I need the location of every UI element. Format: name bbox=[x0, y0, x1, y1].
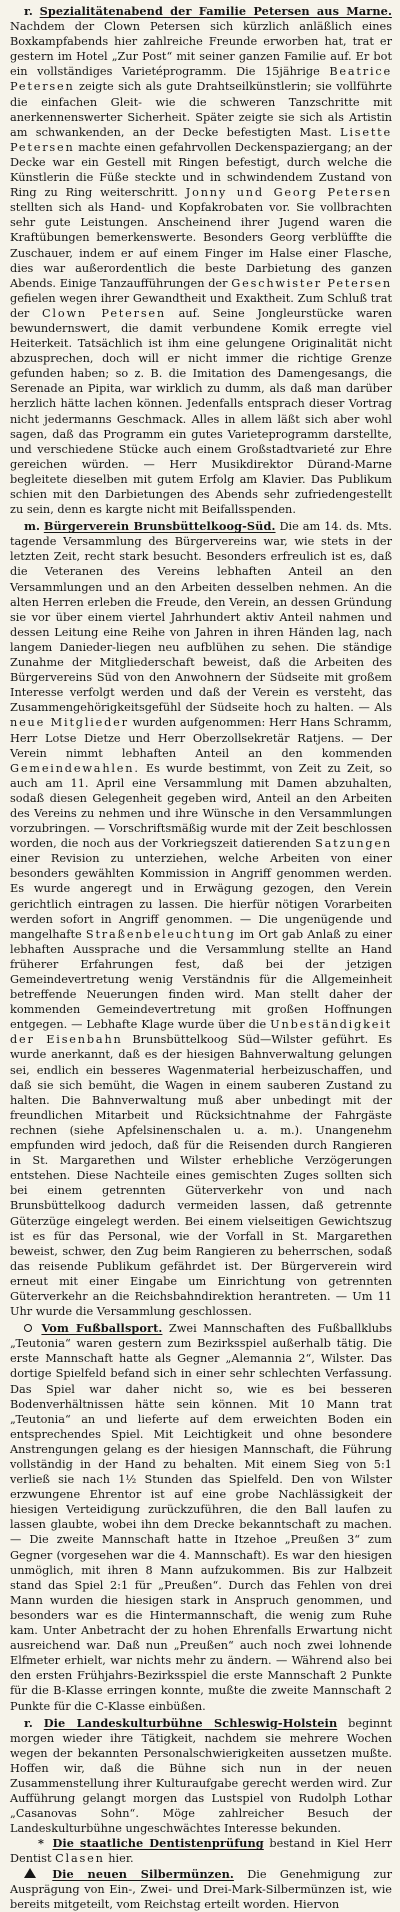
article-text: gefielen wegen ihrer Gewandtheit und Exaktheit. Zum Schluß trat der bbox=[10, 291, 392, 320]
article-text: einer Revision zu unterziehen, welche Arbeiten von einer besonders gewählten Kommission in Angriff genommen werden. Es wurde angeregt und in Erwägung gezogen, den Verein gerichtlich eintragen zu lassen. Die hierfür nötigen Vorarbeiten werden sofort in Angriff genommen. — Die ungenügende und mangelhafte bbox=[10, 852, 392, 941]
spaced-phrase: neue Mitglieder bbox=[10, 716, 129, 730]
article-text: stellten sich als Hand- und Kopfakrobaten vor. Sie vollbrachten sehr gute Leistungen. Anscheinend ihrer Jugend waren die Kraftübungen bemerkenswerte. Besonders Georg verblüffte die Zuschauer, indem er auf einem Finger im Halse einer Flasche, dies war außerordentlich die beste Darbietung des ganzen Abends. Einige Tanzaufführungen der bbox=[10, 201, 392, 290]
article-headline: Die Landeskulturbühne Schleswig-Holstein bbox=[43, 1715, 338, 1730]
article-headline: Spezialitätenabend der Familie Petersen aus Marne. bbox=[39, 4, 392, 18]
article-silbermuenzen bbox=[10, 1867, 392, 1912]
article-text: wurden aufgenommen: Herr Hans Schramm, Herr Lotse Dietze und Herr Oberzollsekretär Ratjens. — Der Verein nimmt lebhaften Anteil an den kommenden bbox=[10, 716, 392, 760]
article-text: Die am 14. ds. Mts. tagende Versammlung des Bürgervereins war, wie stets in der letzten Zeit, recht stark besucht. Besonders erfreulich ist es, daß die Veteranen des Vereins lebhaften Anteil an den Versammlungen und an den Arbeiten desselben nehmen. An die alten Herren erleben die Freude, den Verein, an dessen Gründung sie vor über einem viertel Jahrhundert aktiv Anteil nahmen und dessen Leitung eine Reihe von Jahren in ihren Händen lag, nach langem Danieder-liegen neu aufblühen zu sehen. Die ständige Zunahme der Mitgliederschaft beweist, daß die Arbeiten des Bürgervereins Süd von den Anwohnern der Südseite mit großem Interesse verfolgt werden und daß der Verein es versteht, das Zusammengehörigkeitsgefühl der Südseite hoch zu halten. — Als bbox=[10, 520, 393, 715]
article-headline: Bürgerverein Brunsbüttelkoog-Süd. bbox=[43, 519, 276, 534]
article-kicker: m. bbox=[24, 519, 40, 534]
performer-name: Geschwister Petersen bbox=[231, 276, 392, 290]
article-text: Brunsbüttelkoog Süd—Wilster geführt. Es wurde anerkannt, daß es der hiesigen Bahnverwaltung gelungen sei, endlich ein besseres Wagenmaterial herbeizuschaffen, und daß sie sich bemüht, die Wagen in einem sauberen Zustand zu halten. Die Bahnverwaltung muß aber unbedingt mit der freundlichen Mitarbeit und Rücksichtnahme der Fahrgäste rechnen (siehe Apfelsinenschalen u. a. m.). Unangenehm empfunden wird jedoch, daß für die Reisenden durch Rangieren in St. Margarethen und Wilster erhebliche Verzögerungen entstehen. Diese Nachteile eines gemischten Zuges sollten sich bei einem getrennten Güterverkehr von und nach Brunsbüttelkoog dadurch vermeiden lassen, daß getrennte Güterzüge eingelegt werden. Bei einem vielseitigen Gewichtszug ist es für das Personal, wie der Vorfall in St. Margarethen beweist, schwer, den Zug beim Rangieren zu beherrschen, sodaß das reisende Publikum gefährdet ist. Der Bürgerverein wird erneut mit einer Eingabe um Einrichtung von getrennten Güterverkehr an die Reichsbahndirektion herantreten. — Um 11 Uhr wurde die Versammlung geschlossen. bbox=[10, 1033, 393, 1319]
article-text: Zwei Mannschaften des Fußballklubs „Teutonia“ waren gestern zum Bezirksspiel außerhalb tätig. Die erste Mannschaft hatte als Gegner „Alemannia 2“, Wilster. Das dortige Spielfeld befand sich in einer sehr schlechten Verfassung. Das Spiel war daher nicht so, wie es bei besseren Bodenverhältnissen hätte sein können. Mit 10 Mann trat „Teutonia“ an und lieferte auf dem erweichten Boden ein entsprechendes Spiel. Mit Leichtigkeit und ohne besondere Anstrengungen gelang es der hiesigen Mannschaft, die Führung vollständig in der Hand zu behalten. Mit einem Sieg von 5:1 verließ sie nach 1½ Stunden das Spielfeld. Den von Wilster erzwungene Ehrentor ist auf eine grobe Nachlässigkeit der hiesigen Verteidigung zurückzuführen, die den Ball laufen zu lassen glaubte, wobei ihn dem Drecke bekanntschaft zu machen. — Die zweite Mannschaft hatte in Itzehoe „Preußen 3“ zum Gegner (vorgesehen war die 4. Mannschaft). Es war den hiesigen unmöglich, mit ihren 8 Mann aufzukommen. Bis zur Halbzeit stand das Spiel 2:1 für „Preußen“. Durch das Fehlen von drei Mann wurden die hiesigen stark in Anspruch genommen, und besonders war es die Hintermannschaft, die wenig zum Ruhe kam. Unter Anbetracht der zu hohen Ehrenfalls Erwartung nicht ausreichend war. Daß nun „Preußen“ auch noch zwei lohnende Elfmeter erhielt, war nichts mehr zu ändern. — Während also bei den ersten Frühjahrs-Bezirksspiel die erste Mannschaft 2 Punkte für die B-Klasse erringen konnte, mußte die zweite Mannschaft 2 Punkte für die C-Klasse einbüßen. bbox=[10, 1322, 393, 1713]
article-headline: Die staatliche Dentistenprüfung bbox=[52, 1836, 264, 1851]
article-text: zeigte sich als gute Drahtseilkünstlerin; sie vollführte die einfachen Gleit- wie die schweren Tanzschritte mit anerkennenswerter Sicherheit. Später zeigte sie sich als Artistin am schwankenden, an der Decke befestigten Mast. bbox=[10, 80, 392, 139]
performer-name: Jonny und Georg Petersen bbox=[185, 186, 393, 200]
spaced-phrase: Satzungen bbox=[315, 837, 392, 851]
article-kicker: r. bbox=[24, 1715, 33, 1730]
article-text: auf. Seine Jongleurstücke waren bewundernswert, die damit verbundene Komik erregte viel Heiterkeit. Tatsächlich ist ihm eine gelungene Originalität nicht abzusprechen, doch will er nicht immer die richtige Grenze gefunden haben; so z. B. die Imitation des Damengesangs, die Serenade an Pipita, war wirklich zu dumm, als daß man darüber herzlich hätte lachen können. Jedenfalls entsprach dieser Vortrag nicht jedermanns Geschmack. Alles in allem läßt sich aber wohl sagen, daß das Programm ein gutes Varieteprogramm darstellte, und verschiedene Stücke auch einem Großstadtvarieté zur Ehre gereichen würden. — Herr Musikdirektor Dürand-Marne begleitete dieselben mit gutem Erfolg am Klavier. Das Publikum schien mit den Darbietungen des Abends sehr zufriedengestellt zu sein, denn es kargte nicht mit Beifallsspenden. bbox=[10, 306, 393, 517]
article-buergerverein bbox=[10, 519, 392, 1319]
spaced-phrase: Unbeständigkeit der Eisenbahn bbox=[10, 1018, 392, 1047]
article-headline: Die neuen Silbermünzen. bbox=[52, 1866, 234, 1881]
spaced-phrase: Gemeindewahlen. bbox=[10, 761, 140, 775]
performer-name: Lisette Petersen bbox=[10, 125, 392, 154]
article-fussball bbox=[10, 1321, 392, 1713]
bullet-circle-icon bbox=[24, 1324, 32, 1332]
article-text: im Ort gab Anlaß zu einer lebhaften Aussprache und die Versammlung stellte an Hand früherer Erfahrungen fest, daß bei der jetzigen Gemeindevertretung wenig Verständnis für die Allgemeinheit betreffende Neuerungen finden wird. Man stellt daher der kommenden Gemeindevertretung mit großen Hoffnungen entgegen. — Lebhafte Klage wurde über die bbox=[10, 927, 392, 1032]
article-text: Nachdem der Clown Petersen sich kürzlich anläßlich eines Boxkampfabends hier zahlreiche Freunde erworben hat, trat er gestern im Hotel „Zur Post“ mit seiner ganzen Familie auf. Er bot ein vollständiges Varietéprogramm. Die 15jährige bbox=[10, 20, 392, 79]
triangle-icon bbox=[24, 1868, 36, 1878]
article-text: bestand in Kiel Herr Dentist bbox=[10, 1837, 392, 1866]
article-pruefung bbox=[10, 1836, 392, 1866]
article-text: beginnt morgen wieder ihre Tätigkeit, nachdem sie mehrere Wochen wegen der bekannten Personalschwierigkeiten aussetzen mußte. Hoffen wir, daß die Bühne sich nun in der neuen Zusammenstellung ihrer Kulturaufgabe gerecht werden wird. Zur Aufführung gelangt morgen das Lustspiel von Rudolph Lothar „Casanovas Sohn“. Möge zahlreicher Besuch der Landeskulturbühne ungeschwächtes Interesse bekunden. bbox=[10, 1716, 392, 1836]
article-text: Es wurde bestimmt, von Zeit zu Zeit, so auch am 11. April eine Versammlung mit Damen abzuhalten, sodaß diesen Gelegenheit gegeben wird, Anteil an den Arbeiten des Vereins zu nehmen und ihre Wünsche in den Versammlungen vorzubringen. — Vorschriftsmäßig wurde mit der Zeit beschlossen worden, die noch aus der Vorkriegszeit datierenden bbox=[10, 761, 392, 851]
performer-name: Clown Petersen bbox=[41, 306, 166, 320]
article-petersen bbox=[10, 4, 392, 517]
article-text: machte einen gefahrvollen Deckenspaziergang; an der Decke war ein Gestell mit Ringen befestigt, durch welche die Künstlerin die Füße steckte und in schwindendem Zustand von Ring zu Ring weiterschritt. bbox=[10, 140, 392, 200]
performer-name: Beatrice Petersen bbox=[10, 65, 392, 94]
person-name: Clasen bbox=[55, 1852, 105, 1866]
article-kicker: r. bbox=[24, 4, 33, 18]
spaced-phrase: Straßenbeleuchtung bbox=[85, 927, 236, 941]
newspaper-column bbox=[10, 4, 392, 1912]
article-headline: Vom Fußballsport. bbox=[41, 1321, 163, 1336]
article-text: Die Genehmigung zur Ausprägung von Ein-, Zwei- und Drei-Mark-Silbermünzen ist, wie bereits mitgeteilt, vom Reichstag erteilt worden. Hiervon bbox=[10, 1867, 393, 1911]
article-text: hier. bbox=[108, 1852, 134, 1866]
star-icon: * bbox=[38, 1836, 44, 1851]
article-landesbuehne bbox=[10, 1716, 392, 1837]
